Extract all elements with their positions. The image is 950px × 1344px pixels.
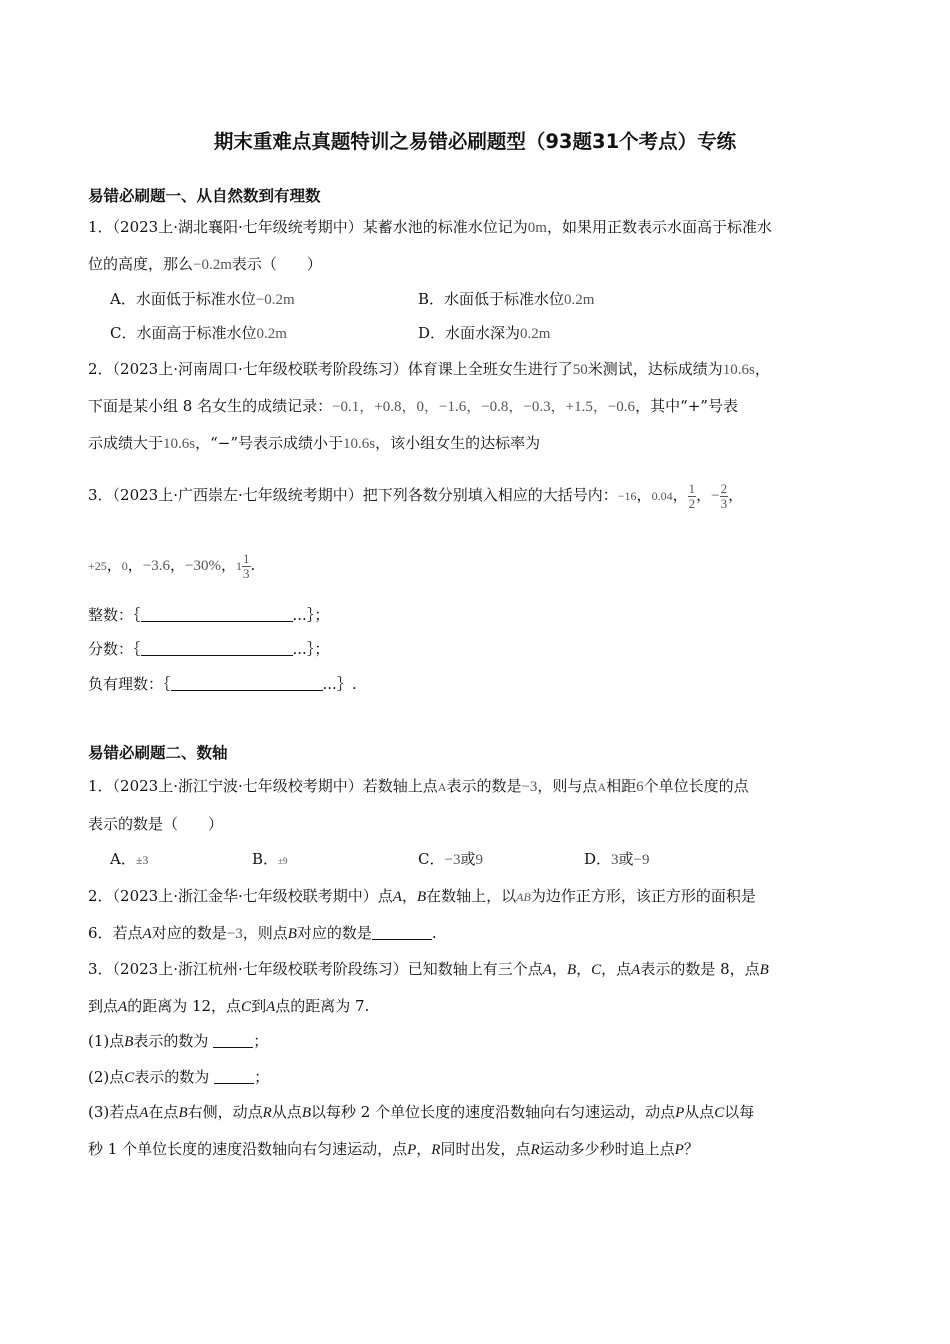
- section-heading-1: 易错必刷题一、从自然数到有理数: [88, 187, 321, 205]
- s1-q3-line1: 3．（2023上·广西崇左·七年级统考期中）把下列各数分别填入相应的大括号内：−16，0.04， $\frac{1}{2}$ ，− $\frac{2}{3}$ ，: [88, 481, 744, 511]
- s1-q3-fractions: 分数：｛ ...｝；: [88, 640, 330, 658]
- s2-q3-line1: 3．（2023上·浙江杭州·七年级校联考阶段练习）已知数轴上有三个点A，B，C，点A表示的数是 8，点B: [88, 960, 769, 978]
- s2-q1-option-d[interactable]: D．3或−9: [584, 850, 650, 868]
- s2-q3-line2: 到点A的距离为 12，点C到A点的距离为 7.: [88, 997, 370, 1015]
- fraction-two-thirds: $\frac{2}{3}$: [720, 481, 728, 511]
- answer-blank-integers[interactable]: [141, 607, 293, 622]
- answer-blank-part2[interactable]: [214, 1069, 254, 1084]
- s1-q3-integers: 整数：｛ ...｝；: [88, 606, 330, 624]
- section-heading-2: 易错必刷题二、数轴: [88, 744, 228, 762]
- s2-q3-part3-line1: (3)若点A在点B右侧，动点R从点B以每秒 2 个单位长度的速度沿数轴向右匀速运动，动点P从点C以每: [88, 1103, 755, 1121]
- page-title: 期末重难点真题特训之易错必刷题型（93题31个考点）专练: [213, 130, 737, 153]
- s2-q2-line2: 6．若点A对应的数是−3，则点B对应的数是 .: [88, 924, 437, 942]
- s2-q3-part3-line2: 秒 1 个单位长度的速度沿数轴向右匀速运动，点P，R同时出发，点R运动多少秒时追上点P？: [88, 1140, 699, 1158]
- s1-q3-negatives: 负有理数：｛ ...｝.: [88, 675, 357, 693]
- s1-q1-option-c[interactable]: C．水面高于标准水位0.2m: [110, 324, 287, 342]
- answer-blank-point-b[interactable]: [372, 925, 432, 940]
- s1-q1-option-b[interactable]: B．水面低于标准水位0.2m: [418, 290, 595, 308]
- answer-blank-fractions[interactable]: [141, 641, 293, 656]
- answer-blank-negatives[interactable]: [171, 676, 323, 691]
- s2-q1-option-b[interactable]: B．±9: [252, 850, 288, 868]
- s2-q1-option-c[interactable]: C．−3或9: [418, 850, 483, 868]
- s2-q3-part1: (1)点B表示的数为 ；: [88, 1032, 269, 1050]
- s2-q1-line1: 1．（2023上·浙江宁波·七年级校考期中）若数轴上点A表示的数是−3，则与点A相距6个单位长度的点: [88, 777, 749, 795]
- s1-q1-option-a[interactable]: A．水面低于标准水位−0.2m: [110, 290, 295, 308]
- s1-q2-line2: 下面是某小组 8 名女生的成绩记录：−0.1，+0.8，0，−1.6，−0.8，−0.3，+1.5，−0.6，其中“+”号表: [88, 397, 738, 415]
- s2-q2-line1: 2．（2023上·浙江金华·七年级校联考期中）点A，B在数轴上，以AB为边作正方形，该正方形的面积是: [88, 887, 756, 905]
- s1-q2-line1: 2．（2023上·河南周口·七年级校联考阶段练习）体育课上全班女生进行了50米测试，达标成绩为10.6s，: [88, 360, 770, 378]
- s2-q1-option-a[interactable]: A．±3: [110, 850, 149, 868]
- s2-q1-line2: 表示的数是（ ）: [88, 815, 224, 833]
- fraction-one-half: $\frac{1}{2}$: [688, 481, 696, 511]
- s1-q2-line3: 示成绩大于10.6s，“−”号表示成绩小于10.6s，该小组女生的达标率为: [88, 434, 541, 452]
- s1-q3-line2: +25，0，−3.6，−30%，1 $\frac{1}{3}$ .: [88, 551, 256, 581]
- mixed-fraction-one-third: $\frac{1}{3}$: [243, 551, 250, 581]
- s1-q1-line1: 1．（2023上·湖北襄阳·七年级统考期中）某蓄水池的标准水位记为0m，如果用正数表示水面高于标准水: [88, 218, 772, 236]
- s2-q3-part2: (2)点C表示的数为 ；: [88, 1068, 270, 1086]
- answer-blank-part1[interactable]: [213, 1033, 253, 1048]
- s1-q1-option-d[interactable]: D．水面水深为0.2m: [418, 324, 551, 342]
- s1-q1-line2: 位的高度，那么−0.2m表示（ ）: [88, 255, 322, 273]
